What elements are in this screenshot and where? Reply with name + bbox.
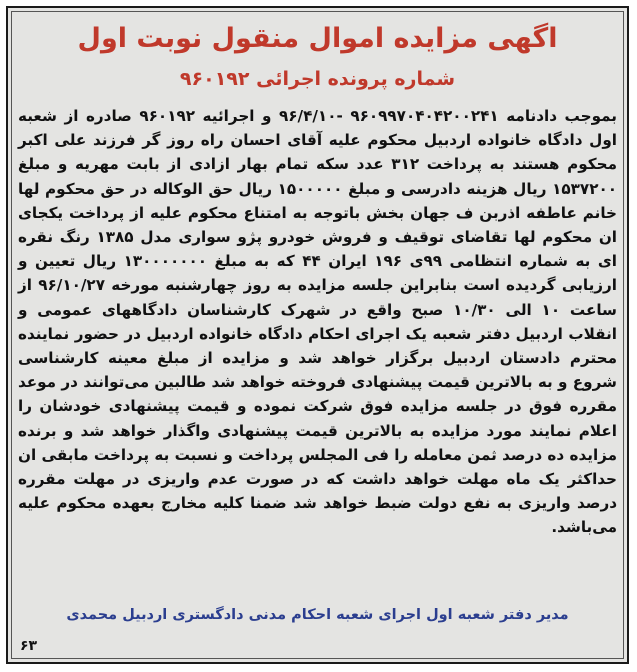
signature: مدیر دفتر شعبه اول اجرای شعبه احکام مدنی دادگستری اردبیل محمدی [66, 607, 569, 623]
page-number: ۶۳ [20, 638, 38, 654]
notice-frame [6, 6, 629, 664]
notice-body: بموجب دادنامه ۹۶۰۹۹۷۰۴۰۴۲۰۰۲۴۱ -۹۶/۴/۱۰ و اجرائیه ۹۶۰۱۹۲ صادره از شعبه اول دادگاه خانواده اردبیل محکوم علیه آقای احسان راه روز گر فرزند علی اکبر محکوم هستند به پرداخت ۳۱۲ عدد سکه تمام بهار ازادی از بابت مهریه و مبلغ ۱۵۳۷۲۰۰ ریال هزینه دادرسی و مبلغ ۱۵۰۰۰۰۰ ریال حق الوکاله در حق محکوم لها خانم عاطفه اذربن ف جهان بخش باتوجه به امتناع محکوم علیه از پرداخت یکجای ان محکوم لها تقاضای توقیف و فروش خودرو پژو سواری مدل ۱۳۸۵ رنگ نقره ای به شماره انتظامی ۹۹ی ۱۹۶ ایران ۴۴ که به مبلغ ۱۳۰۰۰۰۰۰۰ ریال تعیین و ارزیابی گردیده است بنابراین جلسه مزایده به روز چهارشنبه مورخه ۹۶/۱۰/۲۷ از ساعت ۱۰ الی ۱۰/۳۰ صبح واقع در شهرک کارشناسان دادگاههای عمومی و انقلاب اردبیل دفتر شعبه یک اجرای احکام دادگاه خانواده اردبیل در حضور نماینده محترم دادستان اردبیل برگزار خواهد شد و مزایده از مبلغ معینه کارشناسی شروع و به بالاترین قیمت پیشنهادی فروخته خواهد شد طالبین می‌توانند در موعد مقرره فوق در جلسه مزایده فوق شرکت نموده و قیمت پیشنهادی خودشان را اعلام نمایند مورد مزایده به بالاترین قیمت پیشنهادی واگذار خواهد شد و برنده مزایده ده درصد ثمن معامله را فی المجلس پرداخت و نسبت به پرداخت مابقی ان حداکثر یک ماه مهلت خواهد داشت که در صورت عدم واریزی در مهلت مقرره درصد واریزی به نفع دولت ضبط خواهد شد ضمنا کلیه مخارج بعهده محکوم علیه می‌باشد. [18, 107, 617, 537]
case-number: شماره پرونده اجرائی ۹۶۰۱۹۲ [179, 68, 456, 90]
notice-title: اگهی مزایده اموال منقول نوبت اول [77, 23, 558, 54]
